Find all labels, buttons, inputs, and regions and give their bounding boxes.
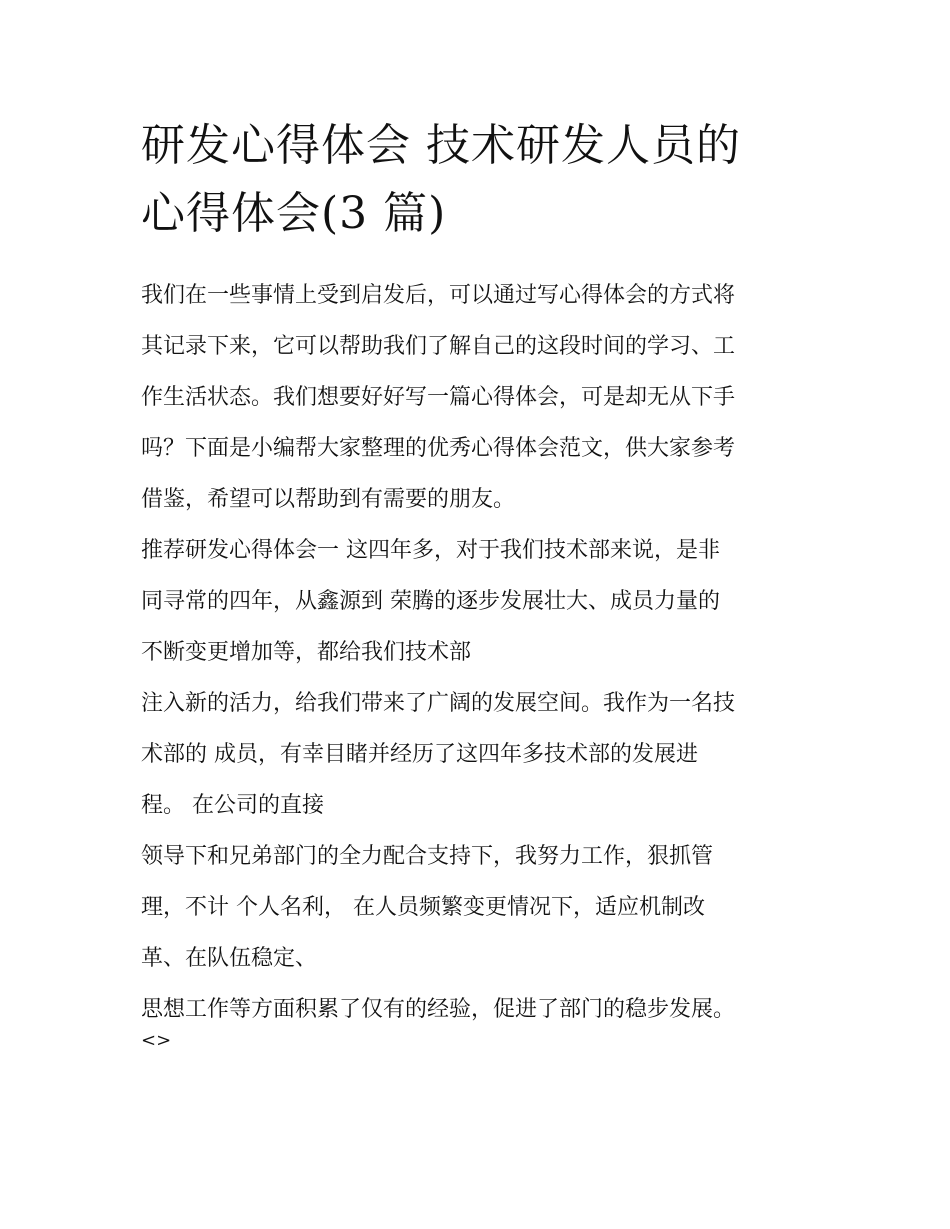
document-title — [141, 112, 821, 248]
title-line-2: 心得体会(3 篇) — [141, 188, 447, 239]
body-line-5: 借鉴，希望可以帮助到有需要的朋友。 — [141, 487, 516, 512]
body-line-15: 思想工作等方面积累了仅有的经验，促进了部门的稳步发展。 — [141, 997, 736, 1022]
body-line-6: 推荐研发心得体会一 这四年多，对于我们技术部来说，是非 — [141, 538, 720, 563]
body-line-9: 注入新的活力，给我们带来了广阔的发展空间。我作为一名技 — [141, 691, 736, 716]
document-page — [141, 112, 821, 1055]
body-line-3: 作生活状态。我们想要好好写一篇心得体会，可是却无从下手 — [141, 385, 736, 410]
body-line-1: 我们在一些事情上受到启发后，可以通过写心得体会的方式将 — [141, 283, 736, 308]
body-line-12: 领导下和兄弟部门的全力配合支持下，我努力工作，狠抓管 — [141, 844, 714, 869]
title-line-1: 研发心得体会 技术研发人员的 — [141, 120, 741, 171]
body-line-8: 不断变更增加等，都给我们技术部 — [141, 640, 472, 665]
body-line-11: 程。 在公司的直接 — [141, 793, 324, 818]
body-line-14: 革、在队伍稳定、 — [141, 946, 318, 971]
body-line-2: 其记录下来，它可以帮助我们了解自己的这段时间的学习、工 — [141, 334, 736, 359]
body-line-7: 同寻常的四年，从鑫源到 荣腾的逐步发展壮大、成员力量的 — [141, 589, 720, 614]
body-line-13: 理，不计 个人名利， 在人员频繁变更情况下，适应机制改 — [141, 895, 705, 920]
body-line-4: 吗？下面是小编帮大家整理的优秀心得体会范文，供大家参考 — [141, 436, 736, 461]
body-line-10: 术部的 成员，有幸目睹并经历了这四年多技术部的发展进 — [141, 742, 698, 767]
document-body — [141, 270, 821, 1055]
angle-markers: <> — [141, 1030, 172, 1051]
